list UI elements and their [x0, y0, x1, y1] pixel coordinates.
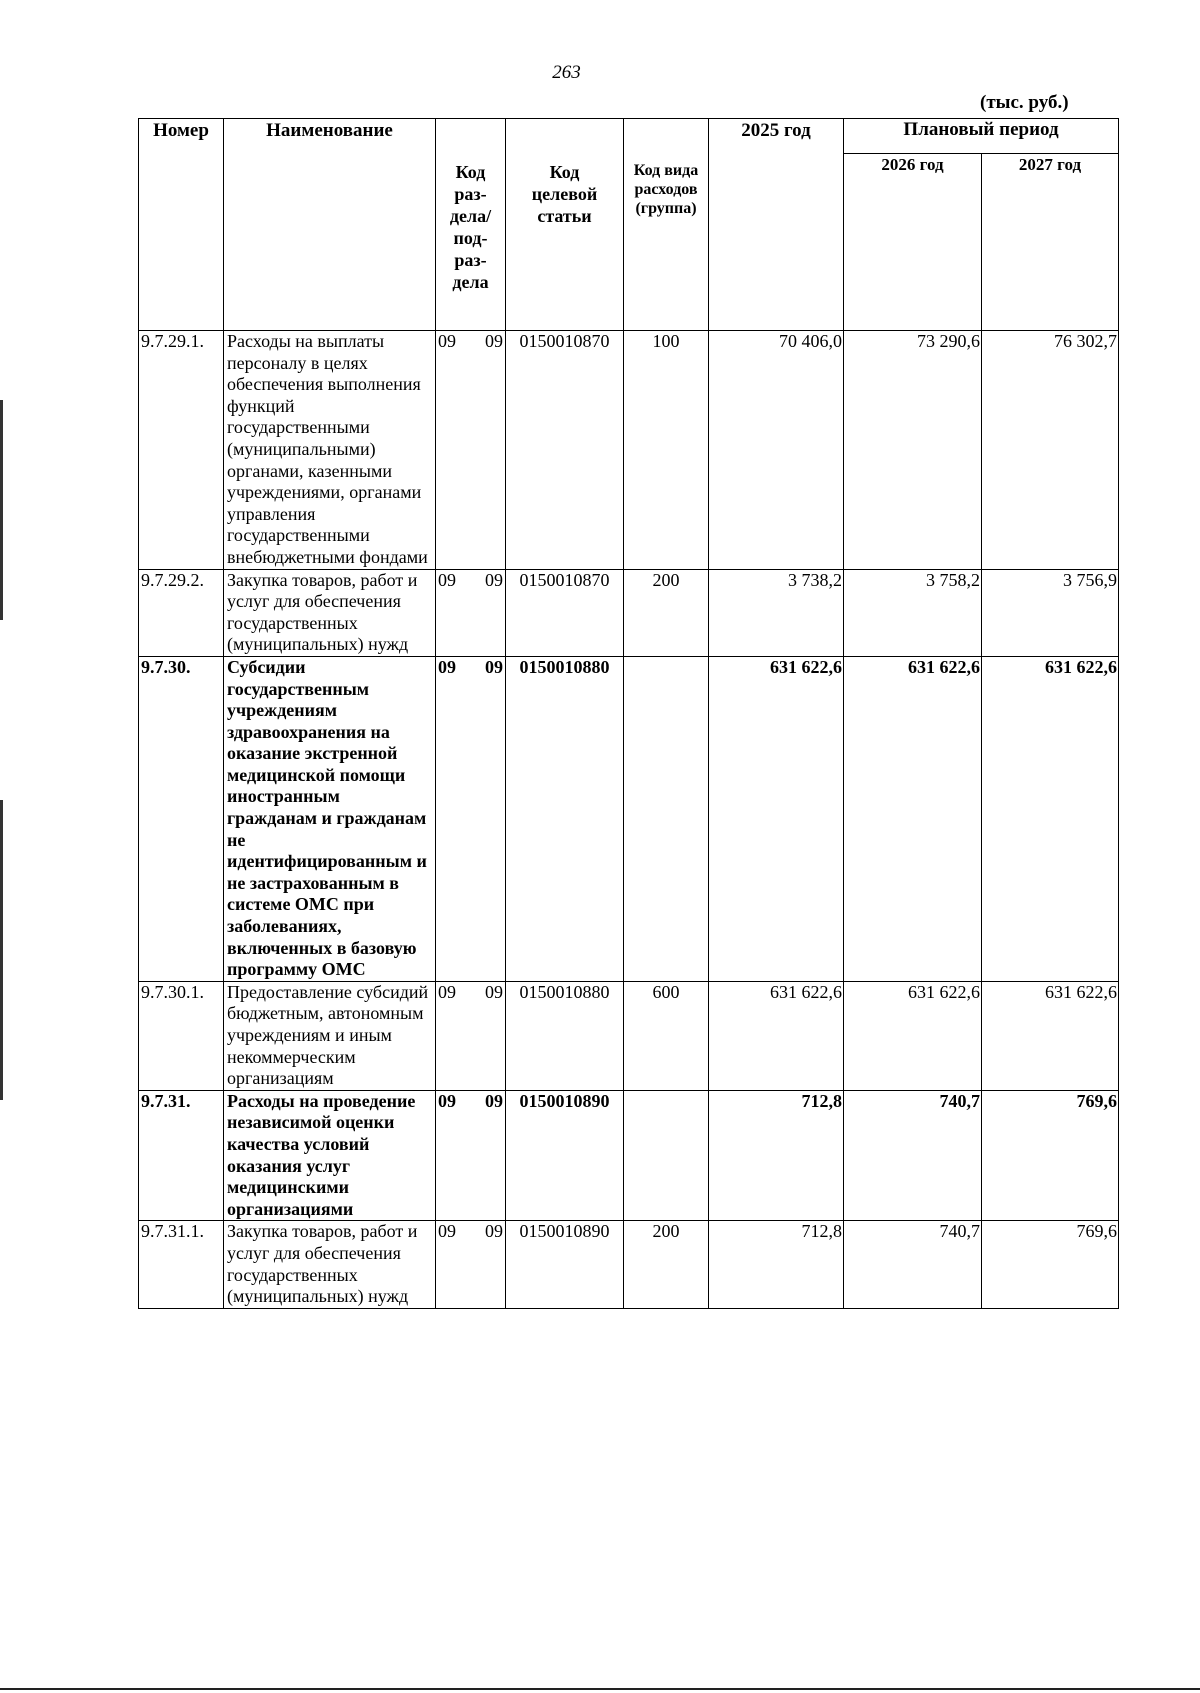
row-target-code: 0150010870: [506, 331, 624, 570]
units-label: (тыс. руб.): [980, 92, 1069, 113]
row-section: 09: [438, 1090, 456, 1111]
scan-bottom-rule: [0, 1688, 1200, 1690]
row-subsection: 09: [485, 656, 503, 677]
row-amount-2027: 769,6: [982, 1221, 1119, 1308]
row-expense-type: 200: [624, 569, 709, 656]
row-number: 9.7.29.2.: [139, 569, 224, 656]
row-subsection: 09: [485, 331, 503, 351]
row-name: Предоставление субсидий бюджетным, автономным учреждениям и иным некоммерческим организациям: [224, 981, 436, 1090]
scan-edge-mark: [0, 400, 3, 620]
row-section-code: [436, 569, 506, 656]
row-number: 9.7.30.: [139, 656, 224, 981]
row-section-code: [436, 1090, 506, 1221]
row-amount-2027: 3 756,9: [982, 569, 1119, 656]
row-amount-2025: 631 622,6: [709, 656, 844, 981]
row-amount-2026: 73 290,6: [844, 331, 982, 570]
row-number: 9.7.30.1.: [139, 981, 224, 1090]
row-name: Расходы на проведение независимой оценки качества условий оказания услуг медицинскими организациями: [224, 1090, 436, 1221]
table-row: [139, 656, 1119, 981]
table-row: [139, 331, 1119, 570]
row-number: 9.7.31.: [139, 1090, 224, 1221]
row-expense-type: [624, 656, 709, 981]
row-amount-2025: 631 622,6: [709, 981, 844, 1090]
row-name: Закупка товаров, работ и услуг для обеспечения государственных (муниципальных) нужд: [224, 569, 436, 656]
row-name: Субсидии государственным учреждениям здравоохранения на оказание экстренной медицинской помощи иностранным гражданам и гражданам не идентифицированным и не застрахованным в системе ОМС при заболеваниях, включенных в базовую программу ОМС: [224, 656, 436, 981]
table-row: [139, 1221, 1119, 1308]
row-section: 09: [438, 1221, 456, 1242]
row-section-code: [436, 1221, 506, 1308]
row-subsection: 09: [485, 981, 503, 1002]
row-target-code: 0150010890: [506, 1090, 624, 1221]
table-row: [139, 569, 1119, 656]
row-target-code: 0150010890: [506, 1221, 624, 1308]
row-subsection: 09: [485, 569, 503, 590]
row-section-code: [436, 656, 506, 981]
header-target-code: Код целевой статьи: [506, 119, 624, 331]
row-subsection: 09: [485, 1090, 503, 1111]
row-expense-type: 600: [624, 981, 709, 1090]
row-target-code: 0150010880: [506, 656, 624, 981]
table-row: [139, 1090, 1119, 1221]
row-section-code: [436, 981, 506, 1090]
row-number: 9.7.31.1.: [139, 1221, 224, 1308]
row-amount-2027: 76 302,7: [982, 331, 1119, 570]
row-amount-2027: 631 622,6: [982, 981, 1119, 1090]
header-number: Номер: [139, 119, 224, 331]
row-subsection: 09: [485, 1221, 503, 1242]
row-amount-2025: 70 406,0: [709, 331, 844, 570]
row-amount-2026: 740,7: [844, 1090, 982, 1221]
row-expense-type: 100: [624, 331, 709, 570]
header-section-code: Код раз-дела/ под-раз-дела: [436, 119, 506, 331]
row-amount-2025: 712,8: [709, 1090, 844, 1221]
row-section-code: [436, 331, 506, 570]
row-amount-2025: 712,8: [709, 1221, 844, 1308]
row-amount-2026: 740,7: [844, 1221, 982, 1308]
row-name: Закупка товаров, работ и услуг для обеспечения государственных (муниципальных) нужд: [224, 1221, 436, 1308]
row-amount-2026: 3 758,2: [844, 569, 982, 656]
scan-edge-mark: [0, 800, 3, 1100]
row-section: 09: [438, 981, 456, 1002]
row-amount-2027: 631 622,6: [982, 656, 1119, 981]
row-amount-2027: 769,6: [982, 1090, 1119, 1221]
row-expense-type: 200: [624, 1221, 709, 1308]
row-target-code: 0150010880: [506, 981, 624, 1090]
row-section: 09: [438, 656, 456, 677]
row-number: 9.7.29.1.: [139, 331, 224, 570]
header-planned-period: Плановый период: [844, 119, 1119, 154]
row-amount-2025: 3 738,2: [709, 569, 844, 656]
header-name: Наименование: [224, 119, 436, 331]
row-amount-2026: 631 622,6: [844, 981, 982, 1090]
row-amount-2026: 631 622,6: [844, 656, 982, 981]
row-expense-type: [624, 1090, 709, 1221]
row-name: Расходы на выплаты персоналу в целях обеспечения выполнения функций государственными (муниципальными) органами, казенными учреждениями, органами управления государственными внебюджетными фондами: [224, 331, 436, 570]
header-year-2027: 2027 год: [982, 154, 1119, 331]
budget-table: [138, 118, 1119, 1309]
table-row: [139, 981, 1119, 1090]
row-section: 09: [438, 569, 456, 590]
page-number: 263: [552, 62, 581, 83]
row-section: 09: [438, 331, 456, 351]
row-target-code: 0150010870: [506, 569, 624, 656]
header-year-2025: 2025 год: [709, 119, 844, 331]
header-year-2026: 2026 год: [844, 154, 982, 331]
header-expense-type-code: Код вида расходов (группа): [624, 119, 709, 331]
